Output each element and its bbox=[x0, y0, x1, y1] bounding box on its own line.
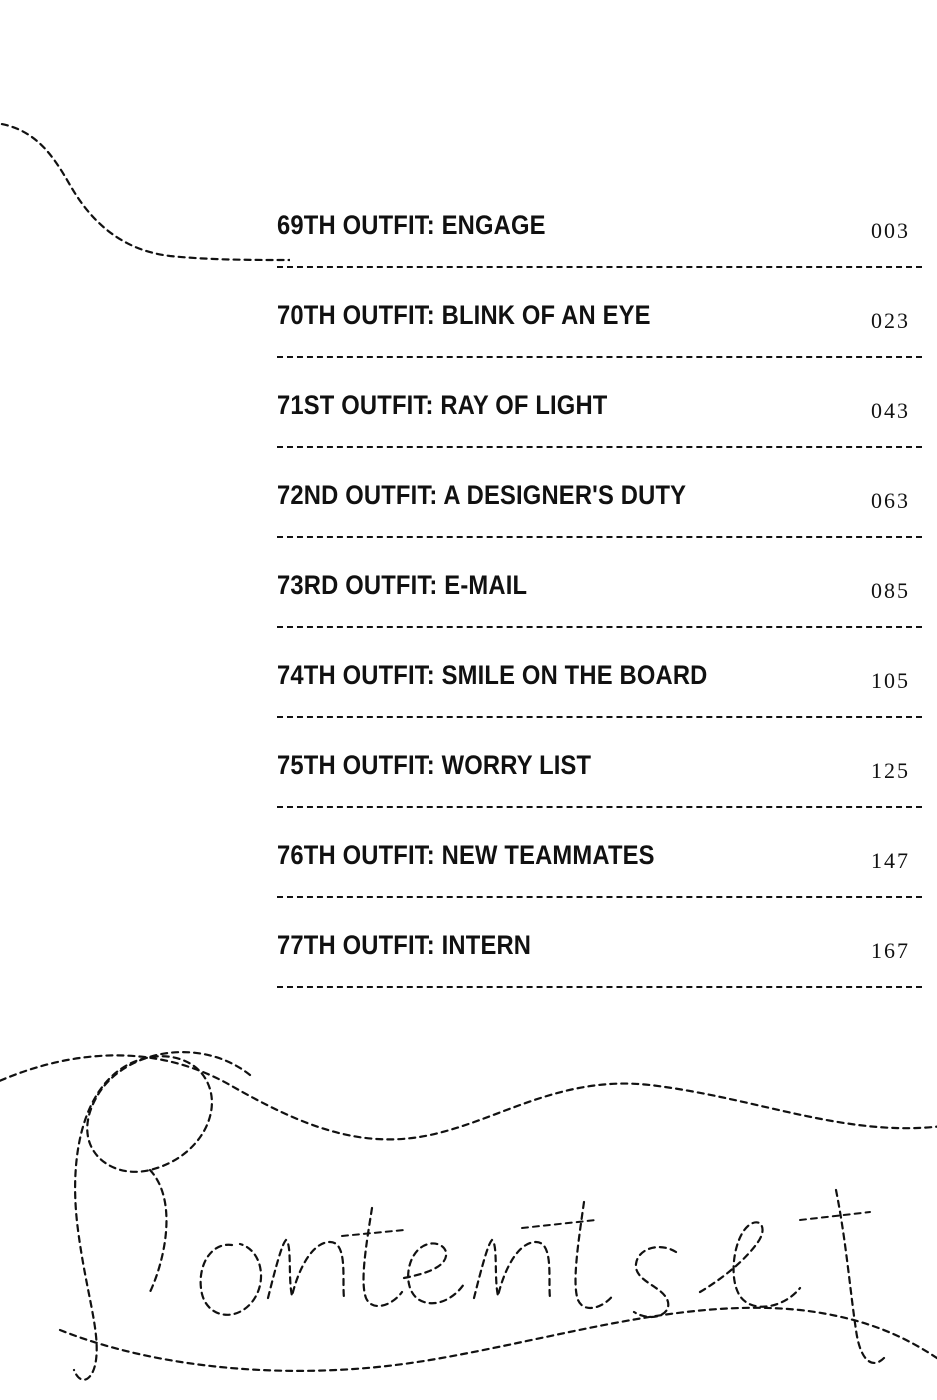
toc-entry-page: 105 bbox=[871, 668, 910, 693]
list-item[interactable] bbox=[277, 736, 922, 826]
divider bbox=[277, 716, 922, 718]
list-item[interactable] bbox=[277, 196, 922, 286]
list-item[interactable] bbox=[277, 646, 922, 736]
toc-entry-page: 023 bbox=[871, 308, 910, 333]
toc-entry-page: 147 bbox=[871, 848, 910, 873]
toc-entry-page: 085 bbox=[871, 578, 910, 603]
divider bbox=[277, 626, 922, 628]
toc-entry-page: 167 bbox=[871, 938, 910, 963]
toc-entry-title: 72ND OUTFIT: A DESIGNER'S DUTY bbox=[277, 480, 687, 510]
contents-list bbox=[277, 196, 922, 1006]
toc-entry-title: 75TH OUTFIT: WORRY LIST bbox=[277, 750, 592, 780]
divider bbox=[277, 356, 922, 358]
list-item[interactable] bbox=[277, 916, 922, 1006]
toc-entry-title: 70TH OUTFIT: BLINK OF AN EYE bbox=[277, 300, 651, 330]
dashed-script-contents-icon bbox=[0, 1030, 937, 1400]
divider bbox=[277, 266, 922, 268]
list-item[interactable] bbox=[277, 826, 922, 916]
toc-entry-title: 74TH OUTFIT: SMILE ON THE BOARD bbox=[277, 660, 708, 690]
list-item[interactable] bbox=[277, 286, 922, 376]
divider bbox=[277, 896, 922, 898]
divider bbox=[277, 536, 922, 538]
divider bbox=[277, 806, 922, 808]
list-item[interactable] bbox=[277, 466, 922, 556]
toc-entry-title: 73RD OUTFIT: E-MAIL bbox=[277, 570, 528, 600]
toc-entry-title: 71ST OUTFIT: RAY OF LIGHT bbox=[277, 390, 608, 420]
dashed-curve-icon bbox=[0, 110, 290, 290]
toc-entry-title: 69TH OUTFIT: ENGAGE bbox=[277, 210, 546, 240]
divider bbox=[277, 446, 922, 448]
list-item[interactable] bbox=[277, 376, 922, 466]
list-item[interactable] bbox=[277, 556, 922, 646]
toc-entry-page: 003 bbox=[871, 218, 910, 243]
toc-entry-page: 125 bbox=[871, 758, 910, 783]
toc-entry-page: 043 bbox=[871, 398, 910, 423]
divider bbox=[277, 986, 922, 988]
toc-entry-title: 77TH OUTFIT: INTERN bbox=[277, 930, 532, 960]
toc-entry-page: 063 bbox=[871, 488, 910, 513]
toc-entry-title: 76TH OUTFIT: NEW TEAMMATES bbox=[277, 840, 655, 870]
